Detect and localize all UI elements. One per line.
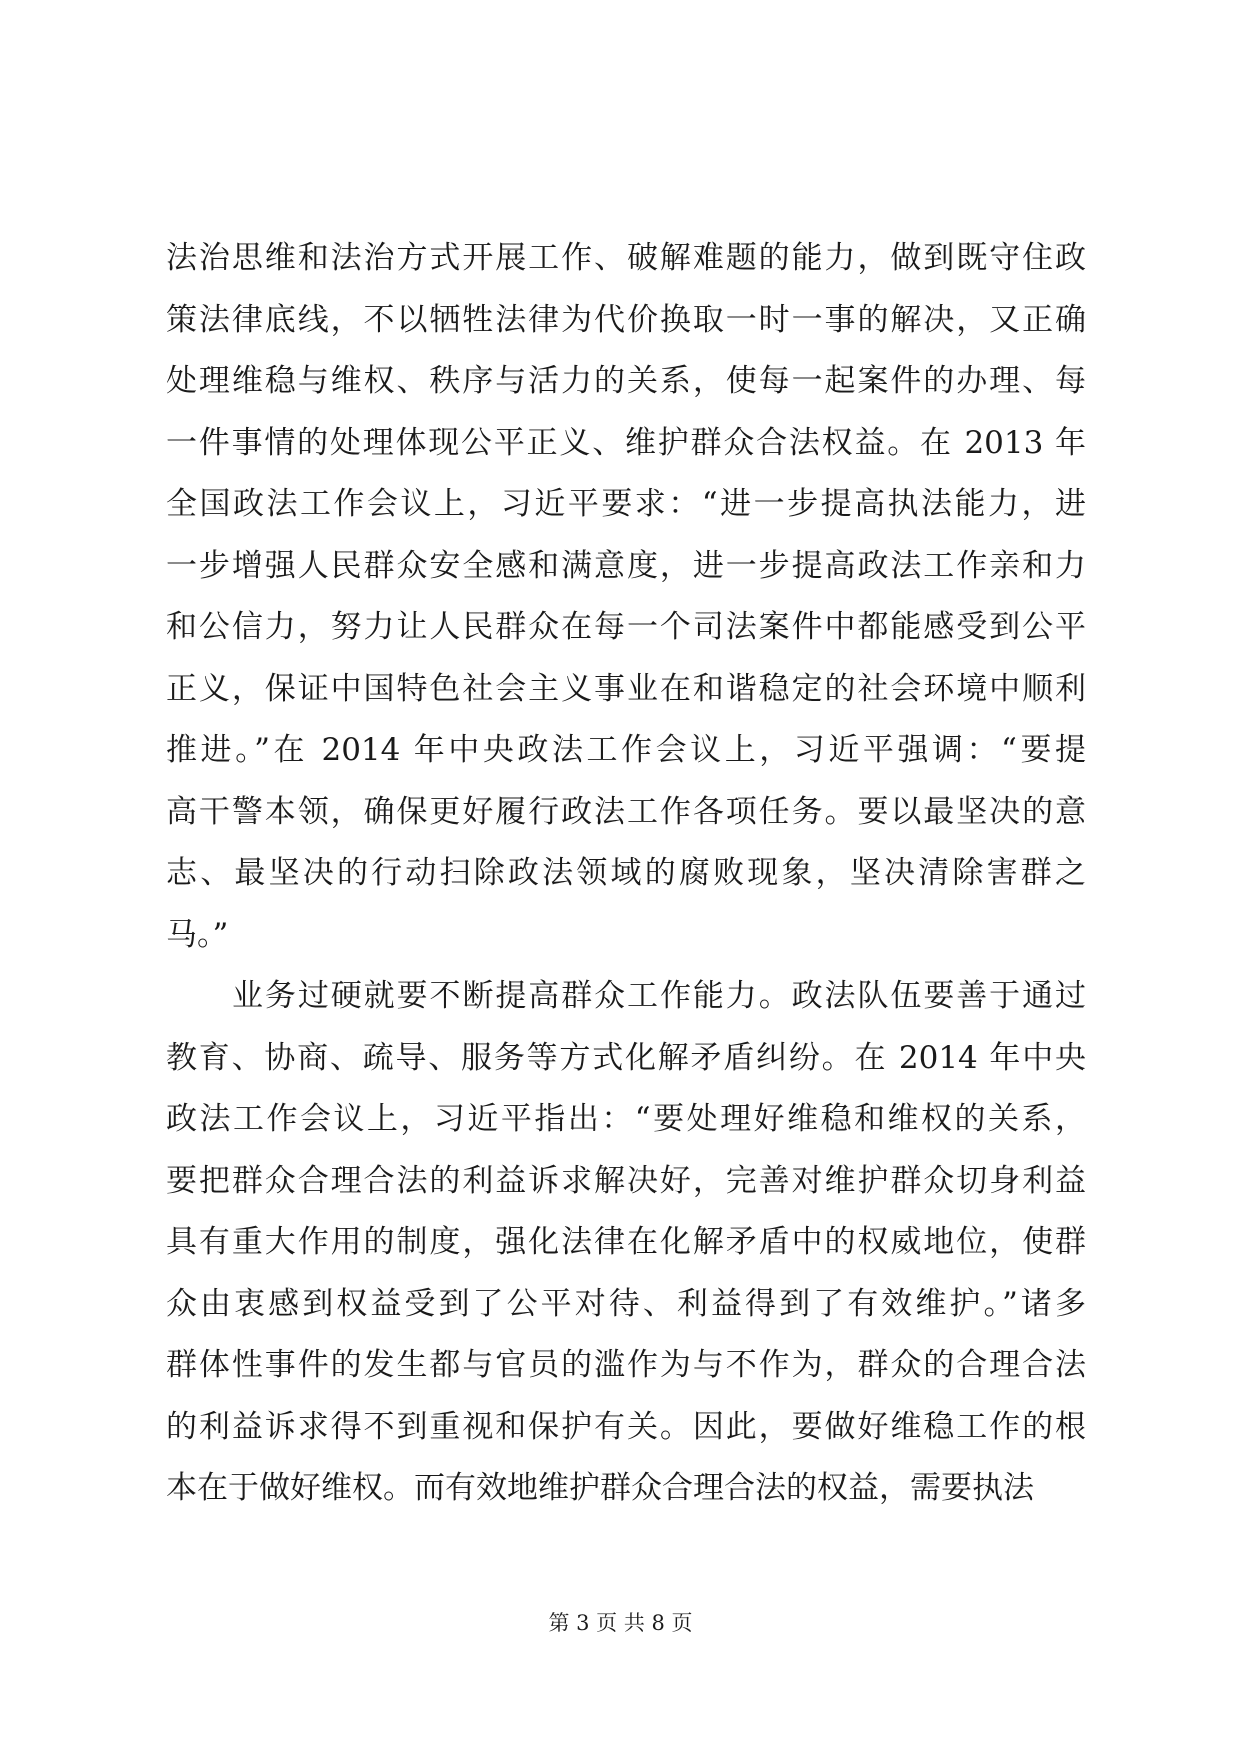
text-line: 法治思维和法治方式开展工作、破解难题的能力，做到既守住政 [166,240,1086,276]
text-line: 高干警本领，确保更好履行政法工作各项任务。要以最坚决的意 [166,793,1086,830]
text-line: 一步增强人民群众安全感和满意度，进一步提高政法工作亲和力 [166,547,1086,584]
text-line: 正义，保证中国特色社会主义事业在和谐稳定的社会环境中顺利 [166,670,1086,707]
text-line: 具有重大作用的制度，强化法律在化解矛盾中的权威地位，使群 [166,1224,1086,1260]
text-line: 推进。”在 2014 年中央政法工作会议上，习近平强调：“要提 [166,732,1086,768]
text-line: 群体性事件的发生都与官员的滥作为与不作为，群众的合理合法 [166,1347,1086,1383]
text-line: 要把群众合理合法的利益诉求解决好，完善对维护群众切身利益 [166,1162,1086,1199]
page-footer: 第 3 页 共 8 页 [548,1611,693,1635]
text-line: 策法律底线，不以牺牲法律为代价换取一时一事的解决，又正确 [166,301,1086,338]
text-line: 志、最坚决的行动扫除政法领域的腐败现象，坚决清除害群之 [166,855,1086,891]
document-body [166,228,1086,1520]
text-line: 马。” [166,916,229,953]
text-line: 的利益诉求得不到重视和保护有关。因此，要做好维稳工作的根 [166,1408,1086,1445]
text-line: 教育、协商、疏导、服务等方式化解矛盾纠纷。在 2014 年中央 [166,1039,1086,1076]
text-line: 政法工作会议上，习近平指出：“要处理好维稳和维权的关系， [166,1101,1086,1137]
text-line: 处理维稳与维权、秩序与活力的关系，使每一起案件的办理、每 [166,363,1086,399]
text-line: 本在于做好维权。而有效地维护群众合理合法的权益，需要执法 [166,1470,1034,1506]
paragraph [166,966,1086,1520]
text-line: 一件事情的处理体现公平正义、维护群众合法权益。在 2013 年 [166,424,1086,461]
paragraph [166,228,1086,966]
text-line: 众由衷感到权益受到了公平对待、利益得到了有效维护。”诸多 [166,1285,1086,1322]
text-line: 和公信力，努力让人民群众在每一个司法案件中都能感受到公平 [166,609,1086,645]
text-line: 业务过硬就要不断提高群众工作能力。政法队伍要善于通过 [232,978,1086,1014]
text-line: 全国政法工作会议上，习近平要求：“进一步提高执法能力，进 [166,486,1086,522]
